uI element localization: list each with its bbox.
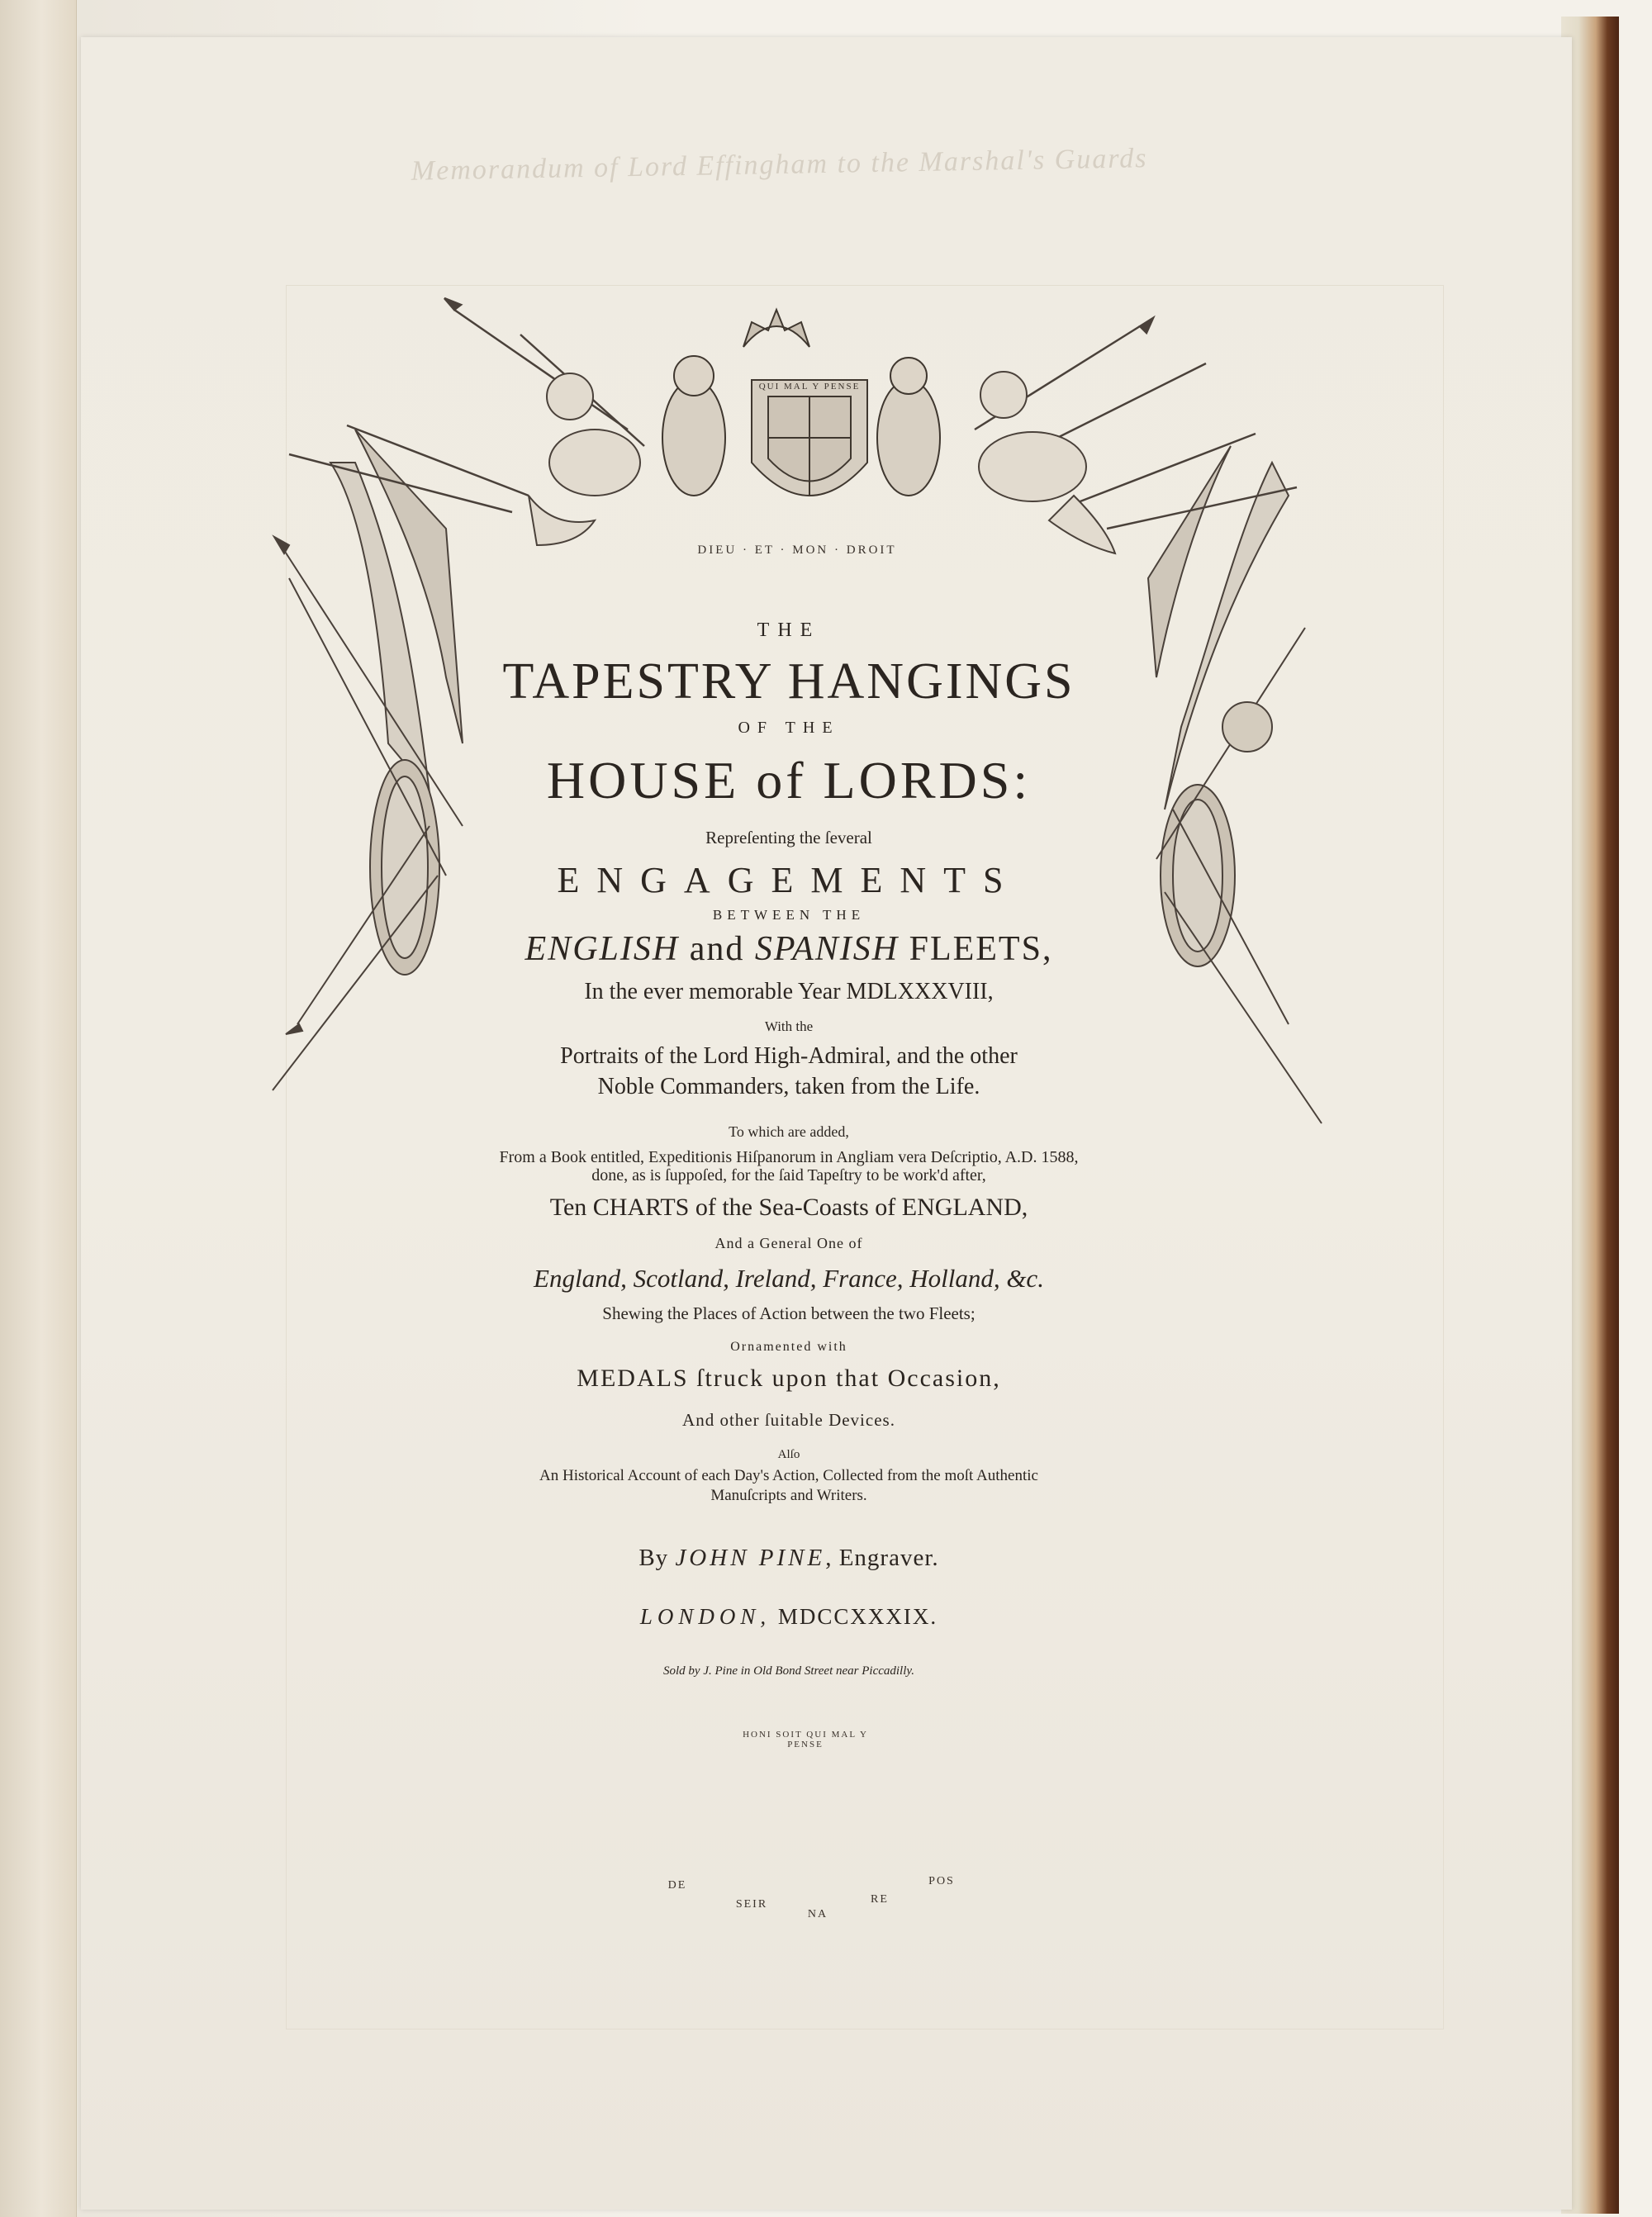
- line-ornamented: Ornamented with: [730, 1340, 847, 1354]
- line-noble-commanders: Noble Commanders, taken from the Life.: [597, 1074, 980, 1099]
- line-manuscripts: Manuſcripts and Writers.: [710, 1487, 867, 1504]
- right-putto: [979, 372, 1115, 553]
- word-by: By: [638, 1545, 676, 1571]
- line-also: Alſo: [777, 1448, 800, 1461]
- word-engraver: , Engraver.: [825, 1545, 939, 1571]
- royal-crest-top: [662, 310, 940, 496]
- word-spanish: SPANISH: [754, 930, 900, 968]
- scroll-word-5: POS: [928, 1875, 955, 1887]
- line-portraits: Portraits of the Lord High-Admiral, and the other: [560, 1043, 1018, 1069]
- line-done-as-supposed: done, as is ſuppoſed, for the ſaid Tapeſtry to be work'd after,: [591, 1166, 986, 1184]
- line-representing: Repreſenting the ſeveral: [705, 828, 872, 847]
- line-year: In the ever memorable Year MDLXXXVIII,: [584, 979, 994, 1004]
- line-historical-account: An Historical Account of each Day's Action, Collected from the moſt Authentic: [539, 1467, 1038, 1484]
- line-with-the: With the: [764, 1018, 814, 1034]
- line-engagements: ENGAGEMENTS: [557, 860, 1021, 900]
- line-medals: MEDALS ſtruck upon that Occasion,: [577, 1365, 1001, 1392]
- scroll-word-1: DE: [667, 1879, 687, 1892]
- line-countries: England, Scotland, Ireland, France, Holland, &c.: [534, 1264, 1044, 1293]
- word-english: ENGLISH: [525, 930, 680, 968]
- title-panel: [451, 562, 1127, 1695]
- title-house-of-lords: HOUSE of LORDS:: [546, 751, 1032, 809]
- title-the: THE: [757, 620, 821, 641]
- scroll-word-4: RE: [871, 1893, 889, 1906]
- line-between-the: BETWEEN THE: [712, 907, 866, 923]
- line-author: [451, 1545, 1127, 1572]
- right-trophy-flags: [1148, 446, 1322, 1123]
- title-main: TAPESTRY HANGINGS: [502, 653, 1075, 710]
- word-london: LONDON,: [639, 1604, 771, 1629]
- left-trophy-flags: [273, 430, 463, 1090]
- pencil-inscription: Memorandum of Lord Effingham to the Marshal's Guards: [411, 143, 1148, 187]
- top-motto-ribbon: DIEU · ET · MON · DROIT: [697, 544, 897, 557]
- line-fleets: [451, 929, 1127, 969]
- author-name: JOHN PINE: [675, 1545, 826, 1571]
- top-shield-garter: QUI MAL Y PENSE: [758, 382, 861, 392]
- line-shewing: Shewing the Places of Action between the two Fleets;: [602, 1303, 976, 1323]
- scroll-word-2: SEIR: [735, 1898, 768, 1911]
- word-fleets: FLEETS,: [899, 930, 1053, 968]
- left-putto: [529, 373, 640, 545]
- line-general-one: And a General One of: [714, 1235, 863, 1251]
- bottom-shield-garter: HONI SOIT QUI MAL Y PENSE: [743, 1730, 868, 1749]
- title-of-the: OF THE: [738, 719, 840, 737]
- line-imprint: [451, 1604, 1127, 1630]
- line-sold-by: Sold by J. Pine in Old Bond Street near Piccadilly.: [663, 1664, 914, 1678]
- scroll-word-3: NA: [807, 1908, 828, 1920]
- line-ten-charts: Ten CHARTS of the Sea-Coasts of ENGLAND,: [549, 1194, 1028, 1221]
- word-and: and: [679, 930, 755, 968]
- imprint-date: MDCCXXXIX.: [771, 1604, 938, 1629]
- line-devices: And other ſuitable Devices.: [682, 1410, 895, 1430]
- line-to-which-added: To which are added,: [729, 1123, 849, 1140]
- line-book-entitled: From a Book entitled, Expeditionis Hiſpanorum in Angliam vera Deſcriptio, A.D. 1588,: [499, 1148, 1079, 1166]
